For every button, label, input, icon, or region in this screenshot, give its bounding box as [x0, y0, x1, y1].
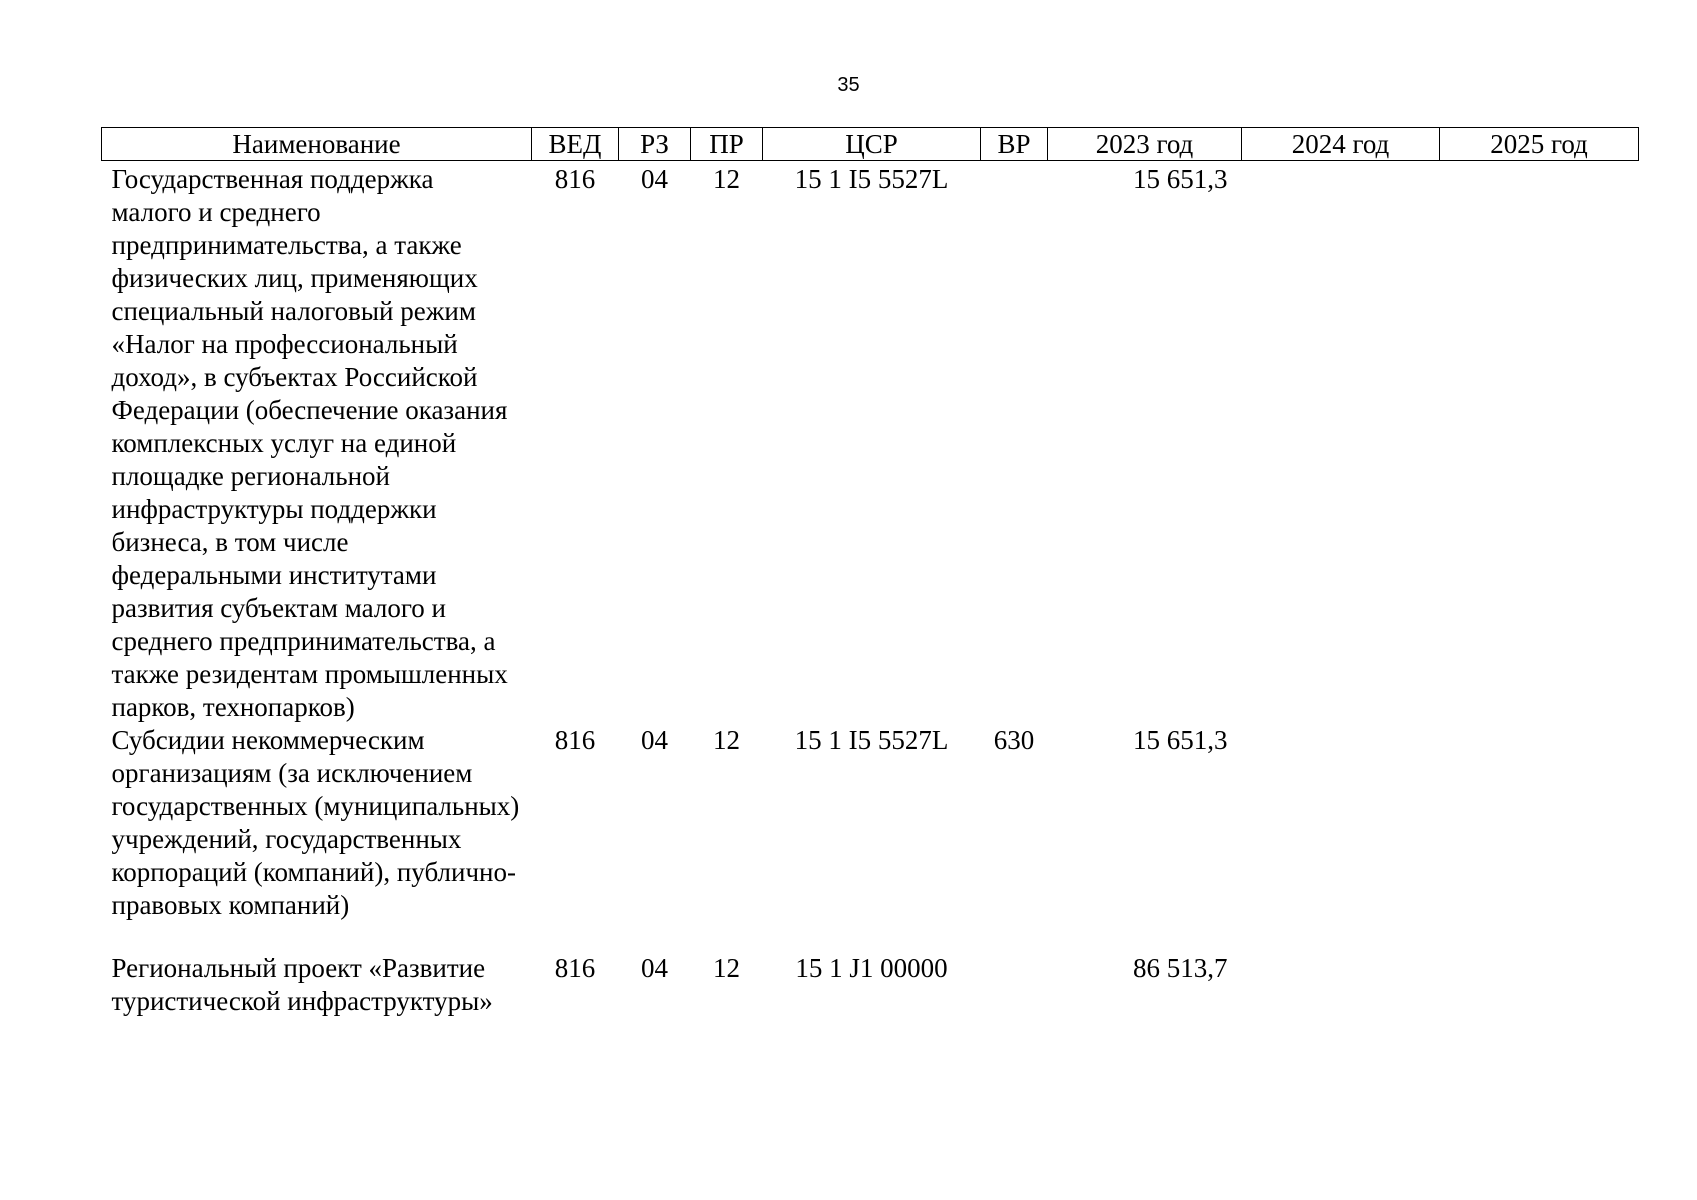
row-2025 [1440, 161, 1639, 725]
header-2025: 2025 год [1440, 128, 1639, 161]
header-vr: ВР [981, 128, 1048, 161]
row-2023: 86 513,7 [1133, 953, 1228, 983]
row-name: Региональный проект «Развитие туристической инфраструктуры» [111, 953, 493, 1016]
table-row [102, 161, 1639, 725]
page-number: 35 [837, 74, 860, 96]
table-row [102, 952, 1639, 1018]
row-ved: 816 [554, 164, 596, 194]
budget-table [101, 127, 1639, 1018]
row-pr: 12 [713, 725, 740, 755]
spacer-cell [102, 922, 1639, 952]
header-name: Наименование [102, 128, 532, 161]
row-2025 [1440, 952, 1639, 1018]
row-pr: 12 [713, 164, 740, 194]
row-csr: 15 1 I5 5527L [794, 725, 949, 755]
row-rz: 04 [641, 164, 668, 194]
row-2023: 15 651,3 [1133, 164, 1228, 194]
row-2024 [1242, 724, 1440, 922]
header-2024: 2024 год [1242, 128, 1440, 161]
table-row [102, 724, 1639, 922]
row-2023: 15 651,3 [1133, 725, 1228, 755]
table-header-row [102, 128, 1639, 161]
row-2025 [1440, 724, 1639, 922]
row-vr [981, 161, 1048, 725]
header-rz: РЗ [619, 128, 691, 161]
header-ved: ВЕД [532, 128, 619, 161]
row-pr: 12 [713, 953, 740, 983]
row-2024 [1242, 952, 1440, 1018]
row-csr: 15 1 J1 00000 [795, 953, 948, 983]
row-name: Государственная поддержка малого и среднего предпринимательства, а также физических лиц, применяющих специальный налоговый режим «Налог на профессиональный доход», в субъектах Российской Федерации (обеспечение оказания комплексных услуг на единой площадке региональной инфраструктуры поддержки бизнеса, в том числе федеральными институтами развития субъектам малого и среднего предпринимательства, а также резидентам промышленных парков, технопарков) [111, 164, 508, 722]
row-ved: 816 [554, 725, 596, 755]
row-rz: 04 [641, 953, 668, 983]
header-2023: 2023 год [1048, 128, 1242, 161]
header-pr: ПР [691, 128, 763, 161]
header-csr: ЦСР [763, 128, 981, 161]
row-csr: 15 1 I5 5527L [794, 164, 949, 194]
row-name: Субсидии некоммерческим организациям (за исключением государственных (муниципальных) учреждений, государственных корпораций (компаний), публично-правовых компаний) [111, 725, 520, 920]
row-rz: 04 [641, 725, 668, 755]
row-spacer [102, 922, 1639, 952]
row-vr [981, 952, 1048, 1018]
row-ved: 816 [554, 953, 596, 983]
row-2024 [1242, 161, 1440, 725]
row-vr: 630 [993, 725, 1035, 755]
